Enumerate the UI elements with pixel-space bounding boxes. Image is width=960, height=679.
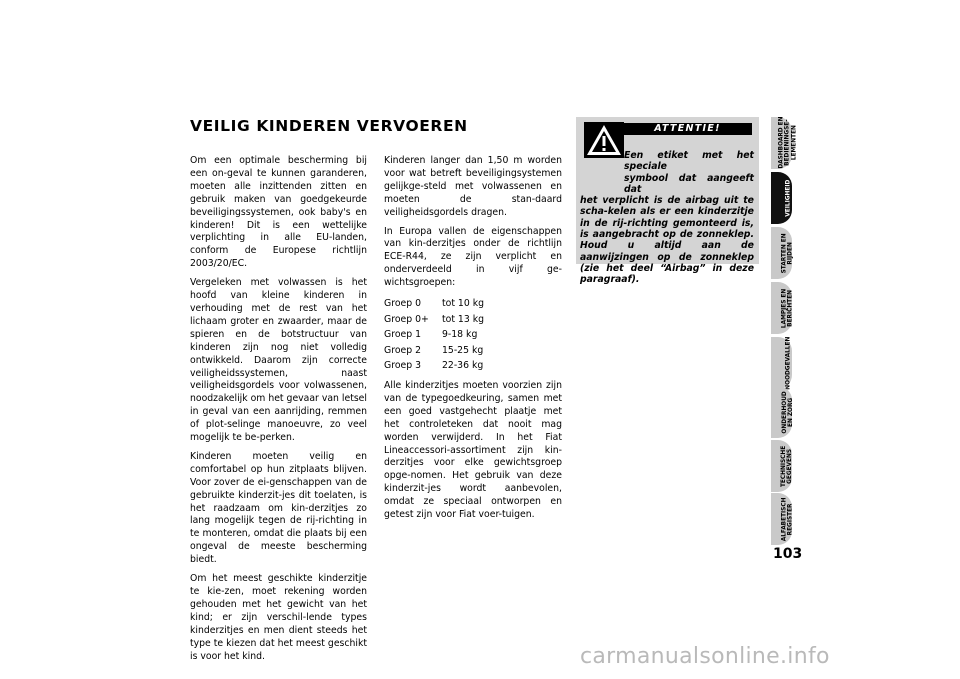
tab-label-dashboard: DASHBOARD EN BEDIENINGSE- LEMENTEN — [778, 116, 798, 170]
group-weight: tot 13 kg — [442, 313, 485, 325]
warning-line: symbool dat aangeeft dat — [624, 172, 754, 195]
text-column-right — [384, 155, 562, 528]
tab-label-noodgevallen: NOODGEVALLEN — [784, 336, 791, 390]
paragraph: Kinderen moeten veilig en comfortabel op hun zitplaats blijven. Voor zover de ei-genschappen van de gebruikte kinderzit-jes dit toelaten, is het raadzaam om kin-derzitjes zo lang mogelijk tegen de rij-richting in te monteren, omdat die plaats bij een ongeval de meeste bescherming biedt. — [190, 450, 367, 566]
group-name: Groep 2 — [384, 344, 422, 356]
watermark-text: carmanualsonline.info — [580, 644, 830, 669]
tab-label-lampjes-berichten: LAMPJES EN BERICHTEN — [781, 288, 795, 328]
paragraph: Om een optimale bescherming bij een on-geval te kunnen garanderen, moeten alle inzittenden zitten en gebruik maken van goedgekeurde beveiligingssystemen, ook baby's en kinderen! Dit is een wettelijke verplichting in alle EU-landen, conform de Europese richtlijn 2003/20/EC. — [190, 155, 367, 270]
group-name: Groep 3 — [384, 360, 422, 372]
warning-box — [576, 117, 759, 286]
tab-label-technische-gegevens: TECHNISCHE GEGEVENS — [781, 445, 794, 487]
tab-label-onderhoud-zorg: ONDERHOUD EN ZORG — [781, 390, 795, 434]
paragraph: Kinderen langer dan 1,50 m worden voor wat betreft beveiligingsystemen gelijkge-steld met volwassenen en moeten de stan-daard veiligheidsgordels dragen. — [384, 155, 562, 218]
warning-title: ATTENTIE! — [623, 123, 752, 135]
tab-label-alfabetisch-register: ALFABETISCH REGISTER — [781, 497, 795, 541]
paragraph: Om het meest geschikte kinderzitje te kie-zen, moet rekening worden gehouden met het gewicht van het kind; er zijn verschil-lende types kinderzitjes en men dient steeds het type te kiezen dat het meest geschikt is voor het kind. — [190, 573, 367, 662]
group-weight: 22-36 kg — [442, 360, 484, 372]
group-name: Groep 0 — [384, 298, 422, 310]
group-name: Groep 0+ — [384, 313, 429, 325]
list-item — [384, 312, 562, 328]
page-title: VEILIG KINDEREN VERVOEREN — [190, 117, 468, 135]
paragraph: Vergeleken met volwassen is het hoofd van kleine kinderen in verhouding met de rest van het lichaam groter en zwaarder, maar de spieren en de botstructuur van kinderen zijn nog niet volledig ontwikkeld. Daarom zijn correcte veiligheidssystemen, naast veiligheidsgordels voor volwassenen, noodzakelijk om het gevaar van letsel in geval van een aanrijding, remmen of plot-selinge manoeuvre, zo veel mogelijk te be-perken. — [190, 277, 367, 444]
warning-body: het verplicht is de airbag uit te scha-kelen als er een kinderzitje in de rij-richting gemonteerd is, is aangebracht op de zonneklep. Houd u altijd aan de aanwijzingen op de zonneklep (zie het deel “Airbag” in deze paragraaf). — [580, 195, 754, 286]
warning-text — [580, 150, 754, 286]
weight-groups-list — [384, 296, 562, 374]
group-weight: 9-18 kg — [442, 329, 478, 341]
tab-label-veiligheid: VEILIGHEID — [784, 179, 791, 217]
group-weight: 15-25 kg — [442, 344, 484, 356]
list-item — [384, 343, 562, 359]
list-item — [384, 296, 562, 312]
text-column-left — [190, 155, 367, 669]
warning-line: Een etiket met het speciale — [624, 150, 754, 173]
group-weight: tot 10 kg — [442, 298, 485, 310]
group-name: Groep 1 — [384, 329, 422, 341]
paragraph: In Europa vallen de eigenschappen van kin-derzitjes onder de richtlijn ECE-R44, ze zijn verplicht en onderverdeeld in vijf ge-wichtsgroepen: — [384, 225, 562, 289]
page-number: 103 — [773, 546, 803, 562]
tab-label-starten-rijden: STARTEN EN RIJDEN — [781, 233, 794, 273]
list-item — [384, 358, 562, 374]
list-item — [384, 327, 562, 343]
paragraph: Alle kinderzitjes moeten voorzien zijn van de typegoedkeuring, samen met een goed vastgehecht plaatje met het controleteken dat nooit mag worden verwijderd. In het Fiat Lineaccessori-assortiment zijn kin-derzitjes voor elke gewichtsgroep opge-nomen. Het gebruik van deze kinderzit-jes wordt aanbevolen, omdat ze speciaal ontworpen en getest zijn voor Fiat voer-tuigen. — [384, 380, 562, 521]
